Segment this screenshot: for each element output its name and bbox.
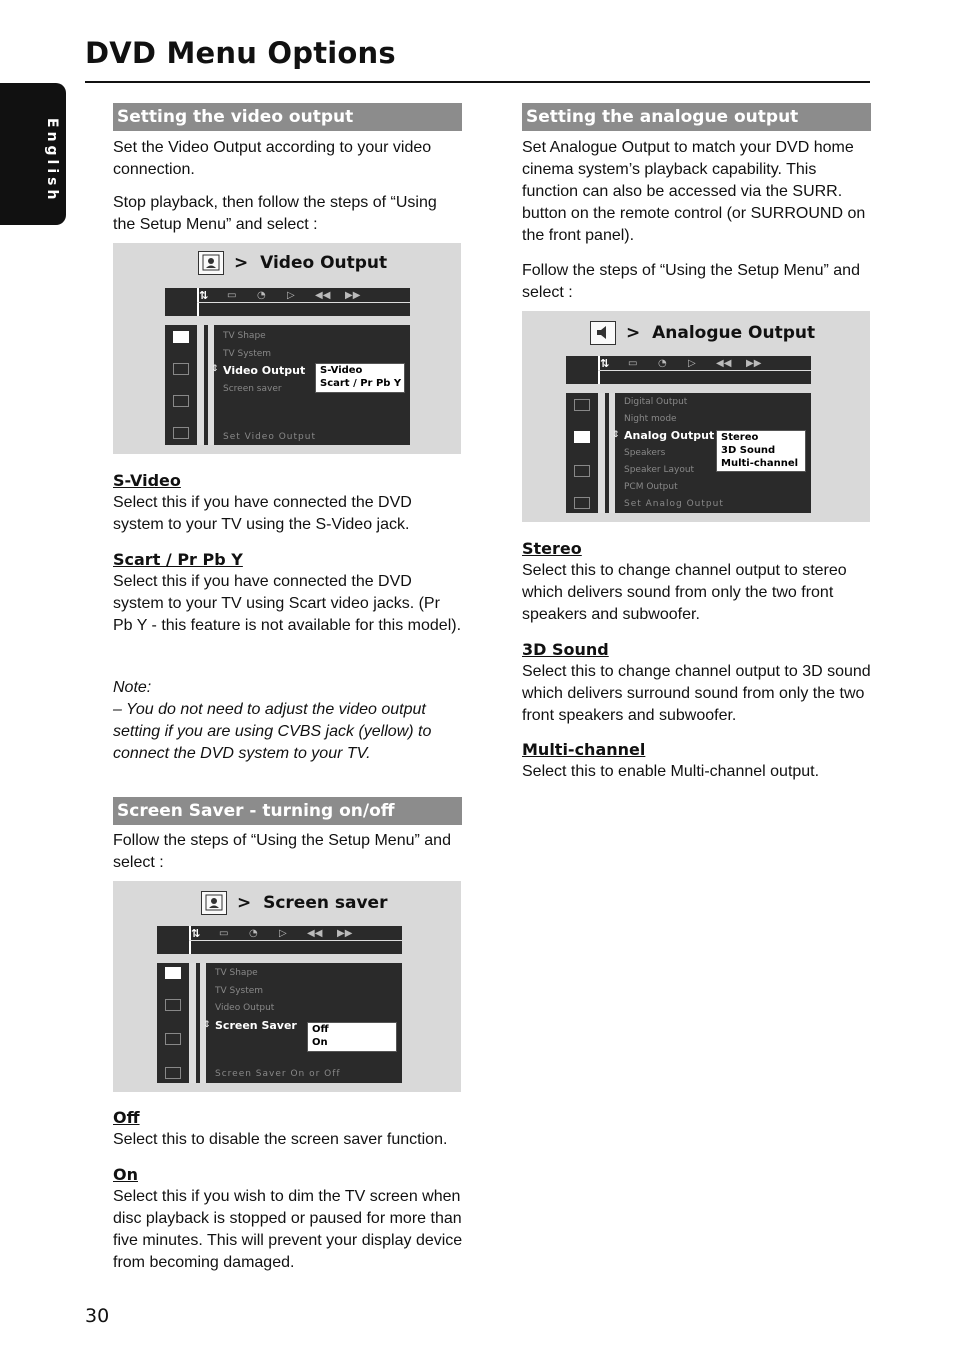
- option-on[interactable]: On: [312, 1037, 328, 1048]
- rewind-icon[interactable]: ◀◀: [315, 290, 331, 301]
- menu-item-tv-shape[interactable]: TV Shape: [215, 968, 258, 978]
- option-svideo[interactable]: S-Video: [320, 365, 363, 376]
- screen-icon[interactable]: ▭: [219, 928, 229, 939]
- menu-item-digital-output[interactable]: Digital Output: [624, 397, 688, 407]
- screen-saver-box-title: > Screen saver: [201, 891, 387, 915]
- note-text: – You do not need to adjust the video output setting if you are using CVBS jack (yellow) to connect the DVD system to your TV.: [113, 701, 432, 762]
- 3d-sound-text: Select this to change channel output to 3D sound which delivers surround sound from only the two front speakers and subwoofer.: [522, 663, 871, 724]
- video-output-menu-box: [113, 243, 461, 454]
- language-tab-label: English: [44, 118, 60, 204]
- menu-item-tv-shape[interactable]: TV Shape: [223, 331, 266, 341]
- setup-toolbar: [566, 356, 811, 384]
- toolbar-line: [189, 940, 402, 941]
- up-down-arrow-icon: ⇕: [612, 430, 620, 440]
- setup-toolbar: [157, 926, 402, 954]
- up-down-arrow-icon: ⇕: [203, 1020, 211, 1030]
- video-intro-2: Stop playback, then follow the steps of “Using the Setup Menu” and select :: [113, 194, 437, 233]
- on-text: Select this if you wish to dim the TV screen when disc playback is stopped or paused for more than five minutes. This will prevent your display device from becoming damaged.: [113, 1188, 463, 1271]
- rewind-icon[interactable]: ◀◀: [307, 928, 323, 939]
- analogue-intro-2: Follow the steps of “Using the Setup Menu” and select :: [522, 262, 860, 301]
- menu-footer: Set Video Output: [223, 432, 316, 442]
- menu-sidebar: [157, 963, 189, 1083]
- menu-item-video-output[interactable]: Video Output: [223, 364, 306, 377]
- toolbar-selected-tab[interactable]: [566, 356, 600, 384]
- settings-icon[interactable]: ⇅: [199, 289, 209, 302]
- toolbar-selected-tab[interactable]: [157, 926, 191, 954]
- scart-text: Select this if you have connected the DVD system to your TV using Scart video jacks. (Pr Pb Y - this feature is not available for this model).: [113, 573, 462, 634]
- menu-item-speaker-layout[interactable]: Speaker Layout: [624, 465, 695, 475]
- menu-sidebar: [165, 325, 197, 445]
- 3d-sound-heading: 3D Sound: [522, 640, 609, 659]
- menu-divider: [609, 393, 615, 513]
- option-off[interactable]: Off: [312, 1024, 329, 1035]
- option-multi-channel[interactable]: Multi-channel: [721, 458, 799, 469]
- setup-menu-panel: [157, 963, 402, 1083]
- scart-heading: Scart / Pr Pb Y: [113, 550, 243, 569]
- menu-divider: [598, 393, 605, 513]
- title-rule: [85, 81, 870, 83]
- menu-item-tv-system[interactable]: TV System: [215, 986, 264, 996]
- speaker-icon[interactable]: [173, 363, 189, 375]
- section-heading-analogue-output: Setting the analogue output: [522, 103, 871, 131]
- forward-icon[interactable]: ▶▶: [345, 290, 361, 301]
- lock-icon[interactable]: [173, 427, 189, 439]
- analogue-output-menu-box: [522, 311, 870, 522]
- option-stereo[interactable]: Stereo: [721, 432, 759, 443]
- forward-icon[interactable]: ▶▶: [746, 358, 762, 369]
- screen-saver-options-popup: [307, 1022, 397, 1052]
- picture-icon: [201, 891, 227, 915]
- video-output-options-popup: [315, 363, 405, 393]
- menu-item-pcm-output[interactable]: PCM Output: [624, 482, 678, 492]
- toolbar-line: [197, 302, 410, 303]
- on-heading: On: [113, 1165, 138, 1184]
- play-icon[interactable]: ▷: [287, 290, 295, 301]
- toolbar-line: [598, 370, 811, 371]
- multi-channel-heading: Multi-channel: [522, 740, 646, 759]
- section-heading-video-output: Setting the video output: [113, 103, 462, 131]
- note-label: Note:: [113, 679, 152, 696]
- lock-icon[interactable]: [574, 497, 590, 509]
- up-down-arrow-icon: ⇕: [211, 364, 219, 374]
- screen-icon[interactable]: ▭: [227, 290, 237, 301]
- analogue-output-options-popup: [716, 430, 806, 472]
- play-icon[interactable]: ▷: [688, 358, 696, 369]
- language-icon[interactable]: [574, 465, 590, 477]
- stereo-text: Select this to change channel output to stereo which delivers sound from only the two front speakers and subwoofer.: [522, 562, 847, 623]
- picture-icon[interactable]: [173, 331, 189, 343]
- setup-menu-panel: [165, 325, 410, 445]
- picture-icon[interactable]: [574, 399, 590, 411]
- lock-icon[interactable]: [165, 1067, 181, 1079]
- option-scart[interactable]: Scart / Pr Pb Y: [320, 378, 402, 389]
- page-number: 30: [85, 1305, 110, 1327]
- forward-icon[interactable]: ▶▶: [337, 928, 353, 939]
- menu-item-analog-output[interactable]: Analog Output: [624, 429, 715, 442]
- menu-item-night-mode[interactable]: Night mode: [624, 414, 677, 424]
- menu-footer: Set Analog Output: [624, 499, 724, 509]
- settings-icon[interactable]: ⇅: [600, 357, 610, 370]
- menu-divider: [197, 325, 204, 445]
- menu-item-speakers[interactable]: Speakers: [624, 448, 666, 458]
- multi-channel-text: Select this to enable Multi-channel output.: [522, 763, 820, 780]
- menu-divider: [189, 963, 196, 1083]
- screen-saver-intro: Follow the steps of “Using the Setup Menu” and select :: [113, 832, 451, 871]
- video-intro-1: Set the Video Output according to your video connection.: [113, 139, 432, 178]
- setup-toolbar: [165, 288, 410, 316]
- section-heading-screen-saver: Screen Saver - turning on/off: [113, 797, 462, 825]
- page-title: DVD Menu Options: [85, 36, 396, 70]
- speaker-icon: [590, 321, 616, 345]
- menu-item-screen-saver[interactable]: Screen Saver: [215, 1019, 297, 1032]
- speaker-icon[interactable]: [165, 999, 181, 1011]
- menu-item-screen-saver[interactable]: Screen saver: [223, 384, 282, 394]
- svideo-heading: S-Video: [113, 471, 181, 490]
- menu-footer: Screen Saver On or Off: [215, 1069, 341, 1079]
- picture-icon[interactable]: [165, 967, 181, 979]
- audio-icon[interactable]: ◔: [658, 358, 667, 369]
- analogue-intro-1: Set Analogue Output to match your DVD home cinema system’s playback capability. This function can also be accessed via the SURR. button on the remote control (or SURROUND on the front panel).: [522, 139, 866, 244]
- toolbar-selected-tab[interactable]: [165, 288, 199, 316]
- play-icon[interactable]: ▷: [279, 928, 287, 939]
- analogue-output-box-title: > Analogue Output: [590, 321, 815, 345]
- menu-item-tv-system[interactable]: TV System: [223, 349, 272, 359]
- off-text: Select this to disable the screen saver function.: [113, 1131, 448, 1148]
- audio-icon[interactable]: ◔: [257, 290, 266, 301]
- audio-icon[interactable]: ◔: [249, 928, 258, 939]
- settings-icon[interactable]: ⇅: [191, 927, 201, 940]
- speaker-icon[interactable]: [574, 431, 590, 443]
- screen-icon[interactable]: ▭: [628, 358, 638, 369]
- menu-item-video-output[interactable]: Video Output: [215, 1003, 275, 1013]
- option-3d-sound[interactable]: 3D Sound: [721, 445, 776, 456]
- rewind-icon[interactable]: ◀◀: [716, 358, 732, 369]
- setup-menu-panel: [566, 393, 811, 513]
- stereo-heading: Stereo: [522, 539, 582, 558]
- menu-divider: [208, 325, 214, 445]
- language-icon[interactable]: [165, 1033, 181, 1045]
- svideo-text: Select this if you have connected the DVD system to your TV using the S-Video jack.: [113, 494, 412, 533]
- screen-saver-menu-box: [113, 881, 461, 1092]
- language-icon[interactable]: [173, 395, 189, 407]
- off-heading: Off: [113, 1108, 140, 1127]
- menu-sidebar: [566, 393, 598, 513]
- picture-icon: [198, 251, 224, 275]
- video-output-box-title: > Video Output: [198, 251, 387, 275]
